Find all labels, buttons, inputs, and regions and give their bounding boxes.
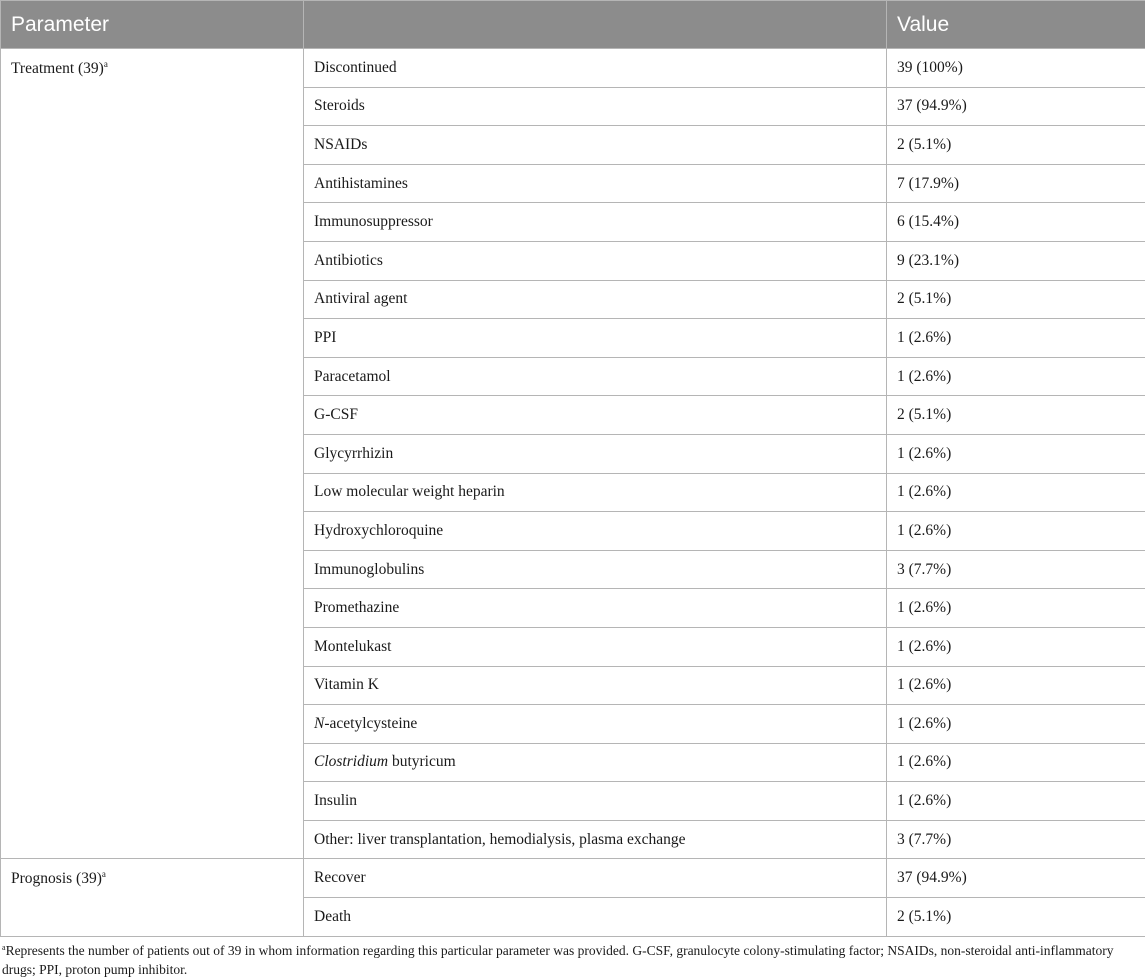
item-cell <box>304 820 887 859</box>
item-cell <box>304 164 887 203</box>
item-italic-text: Clostridium <box>314 753 389 771</box>
value-cell: 39 (100%) <box>887 49 1145 88</box>
item-text: Death <box>314 907 352 925</box>
value-cell: 6 (15.4%) <box>887 203 1145 242</box>
item-cell <box>304 859 887 898</box>
item-cell <box>304 550 887 589</box>
item-cell <box>304 782 887 821</box>
header-item <box>304 1 887 49</box>
item-cell <box>304 126 887 165</box>
value-cell: 1 (2.6%) <box>887 512 1145 551</box>
item-cell <box>304 743 887 782</box>
item-cell <box>304 705 887 744</box>
group-label-footnote-marker: a <box>103 59 108 69</box>
group-label: Treatment (39) <box>11 60 104 77</box>
item-text: Low molecular weight heparin <box>314 483 505 501</box>
table-row <box>1 49 1145 88</box>
item-cell <box>304 280 887 319</box>
item-text: Hydroxychloroquine <box>314 521 444 539</box>
item-italic-text: N <box>314 714 325 732</box>
group-label-cell <box>1 49 304 859</box>
value-cell: 1 (2.6%) <box>887 743 1145 782</box>
item-cell <box>304 87 887 126</box>
item-text: Other: liver transplantation, hemodialysis, plasma exchange <box>314 830 686 848</box>
value-cell: 2 (5.1%) <box>887 126 1145 165</box>
value-cell: 2 (5.1%) <box>887 396 1145 435</box>
item-text: Steroids <box>314 97 365 115</box>
header-parameter: Parameter <box>1 1 304 49</box>
value-cell: 1 (2.6%) <box>887 589 1145 628</box>
item-text: Immunoglobulins <box>314 560 425 578</box>
value-cell: 1 (2.6%) <box>887 357 1145 396</box>
item-cell <box>304 396 887 435</box>
item-text: Montelukast <box>314 637 392 655</box>
group-label-footnote-marker: a <box>101 869 106 880</box>
item-text: Insulin <box>314 792 358 810</box>
value-cell: 1 (2.6%) <box>887 627 1145 666</box>
item-cell <box>304 203 887 242</box>
item-text: Vitamin K <box>314 676 379 694</box>
group-label: Prognosis (39) <box>11 870 102 888</box>
value-cell: 9 (23.1%) <box>887 241 1145 280</box>
header-row <box>1 1 1145 49</box>
item-text: Promethazine <box>314 599 400 617</box>
value-cell: 1 (2.6%) <box>887 782 1145 821</box>
item-cell <box>304 357 887 396</box>
footnote-text: Represents the number of patients out of 39 in whom information regarding this particular parameter was provided. G-CSF, granulocyte colony-stimulating factor; NSAIDs, non-steroidal anti-inflammatory drugs; PPI, proton pump inhibitor. <box>2 943 1114 977</box>
item-text: Recover <box>314 869 366 887</box>
item-text: PPI <box>314 328 337 346</box>
value-cell: 37 (94.9%) <box>887 87 1145 126</box>
item-cell <box>304 319 887 358</box>
item-text: Glycyrrhizin <box>314 444 394 462</box>
item-text: Antibiotics <box>314 251 383 269</box>
value-cell: 1 (2.6%) <box>887 473 1145 512</box>
value-cell: 1 (2.6%) <box>887 319 1145 358</box>
item-text: Antihistamines <box>314 174 408 192</box>
item-cell <box>304 589 887 628</box>
footnote-marker: a <box>2 943 6 952</box>
item-text: Antiviral agent <box>314 290 408 308</box>
table-footnote <box>0 938 1137 979</box>
value-cell: 1 (2.6%) <box>887 705 1145 744</box>
item-cell <box>304 512 887 551</box>
value-cell: 1 (2.6%) <box>887 434 1145 473</box>
item-text: Immunosuppressor <box>314 213 433 231</box>
item-text: Discontinued <box>314 58 397 76</box>
item-cell <box>304 473 887 512</box>
value-cell: 37 (94.9%) <box>887 859 1145 898</box>
item-cell <box>304 666 887 705</box>
group-label-cell <box>1 859 304 936</box>
item-cell <box>304 49 887 88</box>
item-text: -acetylcysteine <box>324 714 418 732</box>
value-cell: 2 (5.1%) <box>887 280 1145 319</box>
value-cell: 7 (17.9%) <box>887 164 1145 203</box>
value-cell: 3 (7.7%) <box>887 820 1145 859</box>
value-cell: 3 (7.7%) <box>887 550 1145 589</box>
item-cell <box>304 627 887 666</box>
item-cell <box>304 434 887 473</box>
item-cell <box>304 898 887 937</box>
item-cell <box>304 241 887 280</box>
value-cell: 1 (2.6%) <box>887 666 1145 705</box>
header-value: Value <box>887 1 1145 49</box>
item-text: Paracetamol <box>314 367 391 385</box>
table-row <box>1 859 1145 898</box>
table-body <box>1 49 1145 937</box>
item-text: butyricum <box>388 753 456 771</box>
item-text: G-CSF <box>314 406 358 424</box>
item-text: NSAIDs <box>314 135 368 153</box>
value-cell: 2 (5.1%) <box>887 898 1145 937</box>
